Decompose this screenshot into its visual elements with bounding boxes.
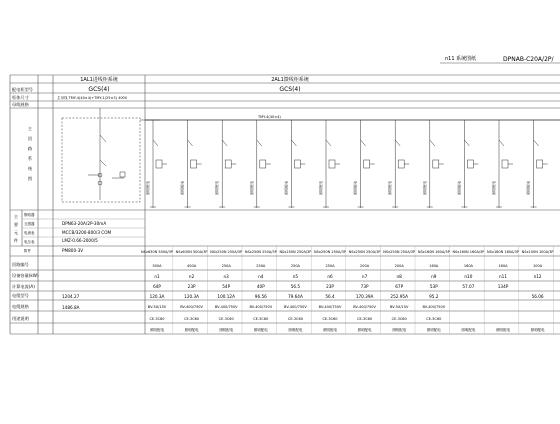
feeder-power: 56.5 <box>290 284 301 289</box>
feeder-cable-size: CE-3C60 <box>184 317 200 321</box>
feeder-current: 95.2 <box>429 294 439 299</box>
incoming-panel-name: 1AL1进线柜系统 <box>80 77 118 83</box>
feeder-cable-type: BV-400/750V <box>284 305 307 309</box>
breaker-symbol <box>326 140 331 146</box>
breaker-symbol <box>534 140 539 146</box>
feeder-current: 120.3A <box>184 294 200 299</box>
feeder-n10 <box>461 120 478 208</box>
feeder-cable-type: BV-400/750V <box>353 305 376 309</box>
feeder-trip-rating: 250A <box>221 264 231 268</box>
row-label-data-1: 设备容量(kW) <box>12 273 39 278</box>
breaker-symbol <box>153 140 158 146</box>
row-label-main-diagram-char: 图 <box>27 176 33 181</box>
ct-box <box>467 160 473 168</box>
feeder-usage: 照明配电 <box>219 328 234 332</box>
breaker-symbol <box>188 140 193 146</box>
breaker-symbol <box>361 140 366 146</box>
feeder-circuit-id: n2 <box>188 274 195 279</box>
feeder-vertical-label: 照明配电 <box>422 181 427 195</box>
ct-box <box>294 160 300 168</box>
feeder-circuit-id: n7 <box>361 274 368 279</box>
feeder-circuit-id: n1 <box>154 274 160 279</box>
row-label-main-diagram-char: 统 <box>27 166 33 171</box>
outgoing-panel-model: GCS(4) <box>279 86 301 93</box>
feeder-circuit-id: n11 <box>499 274 507 279</box>
feeder-power: 64P <box>153 284 161 289</box>
feeder-current: 252.95A <box>390 294 408 299</box>
feeder-n12 <box>531 120 548 208</box>
breaker-symbol <box>499 140 504 146</box>
feeder-n3 <box>219 120 236 208</box>
feeder-breaker-spec: NSx160N 160A/3P <box>452 250 485 254</box>
feeder-vertical-label: 照明配电 <box>388 181 393 195</box>
feeder-usage: 照明配电 <box>288 328 303 332</box>
feeder-trip-rating: 400A <box>187 264 197 268</box>
feeder-cable-size: CE-3C60 <box>253 317 269 321</box>
feeder-usage: 照明配电 <box>150 328 164 332</box>
incoming-spec-accessory: PM800-3V <box>62 248 84 253</box>
row-label-equipment-2: 电流表 <box>24 231 35 235</box>
feeder-n4 <box>254 120 271 208</box>
feeder-cable-size: CE-3C60 <box>287 317 303 321</box>
row-label-equipment-group-char: 件 <box>13 238 19 243</box>
row-label-equipment-0: 断路器 <box>24 213 35 217</box>
feeder-breaker-spec: NSx250N 250A/3P <box>383 250 416 254</box>
feeder-breaker-spec: NSx250N 250A/3P <box>210 250 243 254</box>
feeder-trip-rating: 200A <box>394 264 404 268</box>
ct-box <box>225 160 231 168</box>
incoming-spec-ct: MCCB/3200-800/3 COM <box>62 230 112 235</box>
ct-box <box>537 160 543 168</box>
breaker-symbol <box>291 140 296 146</box>
feeder-trip-rating: 160A <box>498 264 508 268</box>
feeder-current: 170.39A <box>355 294 374 299</box>
feeder-usage: 照明配电 <box>357 328 372 332</box>
incoming-panel-model: GCS(4) <box>88 86 110 93</box>
feeder-trip-rating: 100A <box>533 264 543 268</box>
feeder-usage: 照明配电 <box>392 328 407 332</box>
feeder-cable-type: BV-400/750V <box>249 305 273 309</box>
sheet-label: n11 系统图纸 <box>445 56 477 62</box>
feeder-trip-rating: 160A <box>429 264 439 268</box>
ct-box <box>191 160 197 168</box>
feeder-vertical-label: 照明配电 <box>492 181 496 195</box>
row-label-equipment-group-char: 要 <box>13 222 19 227</box>
feeder-trip-rating: 250A <box>290 264 300 268</box>
ct-box <box>502 160 508 168</box>
feeder-current: 96.56 <box>254 294 267 299</box>
ct-box <box>329 160 335 168</box>
feeder-circuit-id: n4 <box>258 274 264 279</box>
feeder-circuit-id: n3 <box>223 274 229 279</box>
feeder-vertical-label: 照明配电 <box>284 181 289 195</box>
ct-box <box>156 160 162 168</box>
incoming-spec-meter: LMZ-0.66-2000/5 <box>62 238 98 243</box>
feeder-n5 <box>288 120 305 208</box>
feeder-n7 <box>358 120 375 208</box>
feeder-power: 40P <box>256 284 265 289</box>
feeder-n6 <box>323 120 340 208</box>
feeder-usage: 照明配电 <box>253 328 268 332</box>
row-label-data-3: 电缆型号 <box>12 293 29 298</box>
feeder-power: 23P <box>326 284 334 289</box>
incoming-spec-breaker: DPN63-20A/2P-30mA <box>62 221 107 226</box>
row-label-data-4: 电缆规格 <box>12 304 29 309</box>
ct-box <box>433 160 439 168</box>
row-label-main-diagram-char: 路 <box>27 146 33 151</box>
feeder-trip-rating: 500A <box>152 264 162 268</box>
feeder-vertical-label: 照明配电 <box>353 181 358 195</box>
breaker-symbol <box>222 140 227 146</box>
row-label-main-diagram-char: 回 <box>27 136 33 141</box>
feeder-circuit-id: n12 <box>533 274 542 279</box>
feeder-breaker-spec: NSx250N 250A/3P <box>348 250 381 254</box>
feeder-vertical-label: 照明配电 <box>457 181 462 195</box>
busbar-label: TMY-4(40×4) <box>258 115 281 119</box>
feeder-n2 <box>185 120 202 208</box>
feeder-power: 23P <box>187 284 196 289</box>
feeder-circuit-id: n5 <box>292 274 299 279</box>
feeder-power: 54P <box>222 284 231 289</box>
feeder-breaker-spec: NSx630N 500A/3P <box>141 250 173 254</box>
row-label-data-2: 计算电流(A) <box>12 284 35 289</box>
feeder-current: 120.3A <box>149 294 165 299</box>
feeder-cable-type: BV-5X/15V <box>147 305 167 309</box>
row-label-equipment-4: 附件 <box>24 249 31 253</box>
feeder-cable-type: BV-400/750V <box>180 305 203 309</box>
breaker-symbol <box>395 140 400 146</box>
row-label-data-5: 用途说明 <box>12 316 29 321</box>
feeder-vertical-label: 照明配电 <box>146 181 150 195</box>
row-label-equipment-group-char: 主 <box>13 214 19 219</box>
feeder-usage: 照明配电 <box>184 328 199 332</box>
feeder-n9 <box>427 120 444 208</box>
feeder-cable-size: CE-3C60 <box>218 317 234 321</box>
feeder-trip-rating: 160A <box>463 264 473 268</box>
feeder-power: 134P <box>497 284 509 289</box>
breaker-symbol <box>464 140 469 146</box>
feeder-vertical-label: 照明配电 <box>249 181 254 195</box>
feeder-breaker-spec: NSx630N 500A/3P <box>175 250 208 254</box>
incoming-capacity: 1204.27 <box>62 294 80 299</box>
feeder-current: 56.06 <box>531 294 544 299</box>
feeder-circuit-id: n9 <box>431 274 437 279</box>
table-frame <box>10 75 560 334</box>
feeder-breaker-spec: NSx250N 250A/3P <box>279 250 312 254</box>
feeder-power: 53P <box>429 284 438 289</box>
feeder-breaker-spec: NSx100N 100A/3P <box>521 250 554 254</box>
feeder-circuits <box>141 120 554 334</box>
feeder-n1 <box>150 120 167 208</box>
main-circuit-notes: 主母线 TMY-4(40×4)+TMY-1(25×3) 400V <box>57 96 128 100</box>
feeder-vertical-label: 照明配电 <box>180 181 185 195</box>
feeder-cable-size: CE-3C60 <box>357 317 373 321</box>
row-label-equipment-group-char: 元 <box>13 230 19 235</box>
feeder-vertical-label: 照明配电 <box>526 181 531 195</box>
outgoing-panel-name: 2AL1馈线柜系统 <box>271 77 309 83</box>
feeder-usage: 照明配电 <box>461 328 476 332</box>
ct-box <box>364 160 370 168</box>
row-label-panel-type: 配电柜型号 <box>12 87 33 92</box>
feeder-trip-rating: 200A <box>360 264 370 268</box>
row-label-main-diagram-char: 主 <box>27 126 33 131</box>
feeder-breaker-spec: NSx160N 160A/3P <box>487 250 519 254</box>
feeder-current: 56.4 <box>325 294 335 299</box>
row-label-equipment-3: 电压表 <box>24 240 35 244</box>
ct-box <box>260 160 266 168</box>
feeder-usage: 照明配电 <box>323 328 337 332</box>
feeder-current: 79.64A <box>287 294 303 299</box>
feeder-cable-type: BV-400/750V <box>422 305 446 309</box>
feeder-power: 57.07 <box>462 284 475 289</box>
feeder-trip-rating: 250A <box>325 264 335 268</box>
feeder-breaker-spec: NSx250N 250A/3P <box>314 250 346 254</box>
feeder-cable-type: BV-5X/15V <box>389 305 409 309</box>
feeder-usage: 照明配电 <box>426 328 441 332</box>
row-header-column <box>12 86 39 322</box>
feeder-power: 67P <box>395 284 404 289</box>
row-label-equipment-1: 互感器 <box>24 222 35 226</box>
feeder-cable-size: CE-3C60 <box>426 317 442 321</box>
feeder-power: 73P <box>360 284 369 289</box>
feeder-circuit-id: n10 <box>464 274 473 279</box>
feeder-cable-size: CE-3C60 <box>149 317 165 321</box>
feeder-n8 <box>392 120 409 208</box>
feeder-circuit-id: n8 <box>396 274 402 279</box>
feeder-usage: 照明配电 <box>496 328 510 332</box>
feeder-vertical-label: 照明配电 <box>319 181 323 195</box>
drawing-code: DPNAB-C20A/2P/ <box>503 56 554 63</box>
feeder-current: 100.12A <box>217 294 235 299</box>
feeder-circuit-id: n6 <box>327 274 333 279</box>
feeder-cable-type: BV-400/750V <box>318 305 342 309</box>
feeder-n11 <box>496 120 513 208</box>
feeder-cable-type: BV-400/750V <box>214 305 238 309</box>
feeder-usage: 照明配电 <box>530 328 545 332</box>
breaker-symbol <box>257 140 262 146</box>
feeder-cable-size: CE-3C60 <box>322 317 338 321</box>
feeder-breaker-spec: NSx250N 250A/3P <box>244 250 277 254</box>
row-label-busbar: 母线规格 <box>12 102 29 107</box>
ct-box <box>398 160 404 168</box>
row-label-panel-size: 柜体尺寸 <box>12 95 29 100</box>
feeder-trip-rating: 250A <box>256 264 266 268</box>
breaker-symbol <box>430 140 435 146</box>
feeder-breaker-spec: NSx160N 160A/3P <box>417 250 450 254</box>
incoming-current: 1486.8A <box>62 305 80 310</box>
row-label-main-diagram-char: 系 <box>27 156 33 161</box>
feeder-vertical-label: 照明配电 <box>215 181 220 195</box>
feeder-cable-size: CE-3C60 <box>391 317 407 321</box>
row-label-data-0: 回路编号 <box>12 262 29 267</box>
